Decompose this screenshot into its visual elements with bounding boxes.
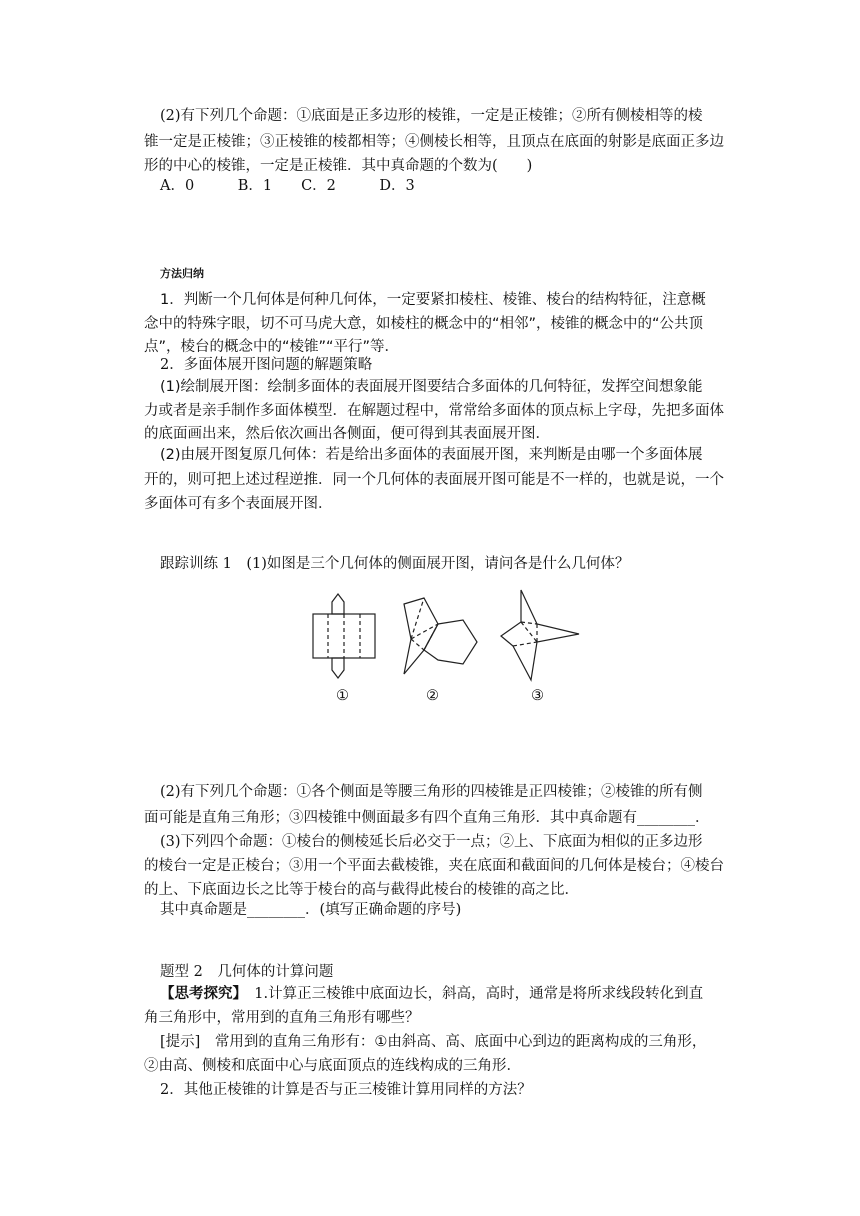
method-p1-line1: 1．判断一个几何体是何种几何体，一定要紧扣棱柱、棱锥、棱台的结构特征，注意概: [160, 292, 706, 308]
method-p3-line2: 力或者是亲手制作多面体模型．在解题过程中，常常给多面体的顶点标上字母，先把多面体: [144, 403, 724, 419]
method-p2-title: 2．多面体展开图问题的解题策略: [160, 357, 373, 373]
practice-q3-line2: 的棱台一定是正棱台；③用一个平面去截棱锥，夹在底面和截面间的几何体是棱台；④棱台: [144, 858, 724, 874]
net-figure-1: [313, 594, 375, 678]
fig-label-3: ③: [531, 688, 544, 704]
method-heading: 方法归纳: [160, 267, 204, 280]
type2-title: 题型 2 几何体的计算问题: [160, 964, 334, 980]
method-p4-line1: (2)由展开图复原几何体：若是给出多面体的表面展开图，来判断是由哪一个多面体展: [160, 447, 703, 463]
problem2-line3: 形的中心的棱锥，一定是正棱锥．其中真命题的个数为( ): [144, 158, 533, 174]
practice-q2-line2: 面可能是直角三角形；③四棱锥中侧面最多有四个直角三角形．其中真命题有________．: [144, 810, 710, 826]
fig-label-2: ②: [426, 688, 439, 704]
type2-hint-line2: ②由高、侧棱和底面中心与底面顶点的连线构成的三角形．: [144, 1058, 521, 1074]
method-p3-line1: (1)绘制展开图：绘制多面体的表面展开图要结合多面体的几何特征，发挥空间想象能: [160, 379, 703, 395]
practice-line1: 跟踪训练 1 (1)如图是三个几何体的侧面展开图，请问各是什么几何体？: [160, 556, 630, 572]
type2-explore-line2: 角三角形中，常用到的直角三角形有哪些？: [144, 1010, 420, 1026]
method-p4-line2: 开的，则可把上述过程逆推．同一个几何体的表面展开图可能是不一样的，也就是说，一个: [144, 472, 724, 488]
fig-label-1: ①: [336, 688, 349, 704]
practice-q3-line3: 的上、下底面边长之比等于棱台的高与截得此棱台的棱锥的高之比．: [144, 882, 579, 898]
practice-q3-line1: (3)下列四个命题：①棱台的侧棱延长后必交于一点；②上、下底面为相似的正多边形: [160, 834, 703, 850]
net-figure-2: [404, 598, 477, 674]
problem2-options: A．0 B．1 C．2 D．3: [160, 178, 415, 194]
method-p4-line3: 多面体可有多个表面展开图．: [144, 496, 333, 512]
type2-explore-line1: [160, 984, 703, 1004]
hint-text: 常用到的直角三角形有：①由斜高、高、底面中心到边的距离构成的三角形，: [200, 1034, 707, 1050]
method-p1-line3: 点”，棱台的概念中的“棱锥”“平行”等．: [144, 339, 400, 355]
practice-q2-line1: (2)有下列几个命题：①各个侧面是等腰三角形的四棱锥是正四棱锥；②棱锥的所有侧: [160, 784, 703, 800]
net-figure-3: [501, 590, 579, 680]
problem2-line1: (2)有下列几个命题：①底面是正多边形的棱锥，一定是正棱锥；②所有侧棱相等的棱: [160, 108, 703, 124]
explore-text: 1.计算正三棱锥中底面边长，斜高，高时，通常是将所求线段转化到直: [239, 986, 704, 1002]
practice-q3-line4: 其中真命题是________．(填写正确命题的序号): [160, 902, 462, 918]
type2-hint-line1: [160, 1032, 706, 1052]
hint-tag: [提示]: [160, 1034, 201, 1050]
method-p1-line2: 念中的特殊字眼，切不可马虎大意，如棱柱的概念中的“相邻”，棱锥的概念中的“公共顶: [144, 316, 704, 332]
method-p3-line3: 的底面画出来，然后依次画出各侧面，便可得到其表面展开图．: [144, 426, 550, 442]
problem2-line2: 锥一定是正棱锥；③正棱锥的棱都相等；④侧棱长相等，且顶点在底面的射影是底面正多边: [144, 134, 724, 150]
explore-tag: 【思考探究】: [160, 985, 240, 1002]
type2-q2: 2．其他正棱锥的计算是否与正三棱锥计算用同样的方法？: [160, 1082, 532, 1098]
